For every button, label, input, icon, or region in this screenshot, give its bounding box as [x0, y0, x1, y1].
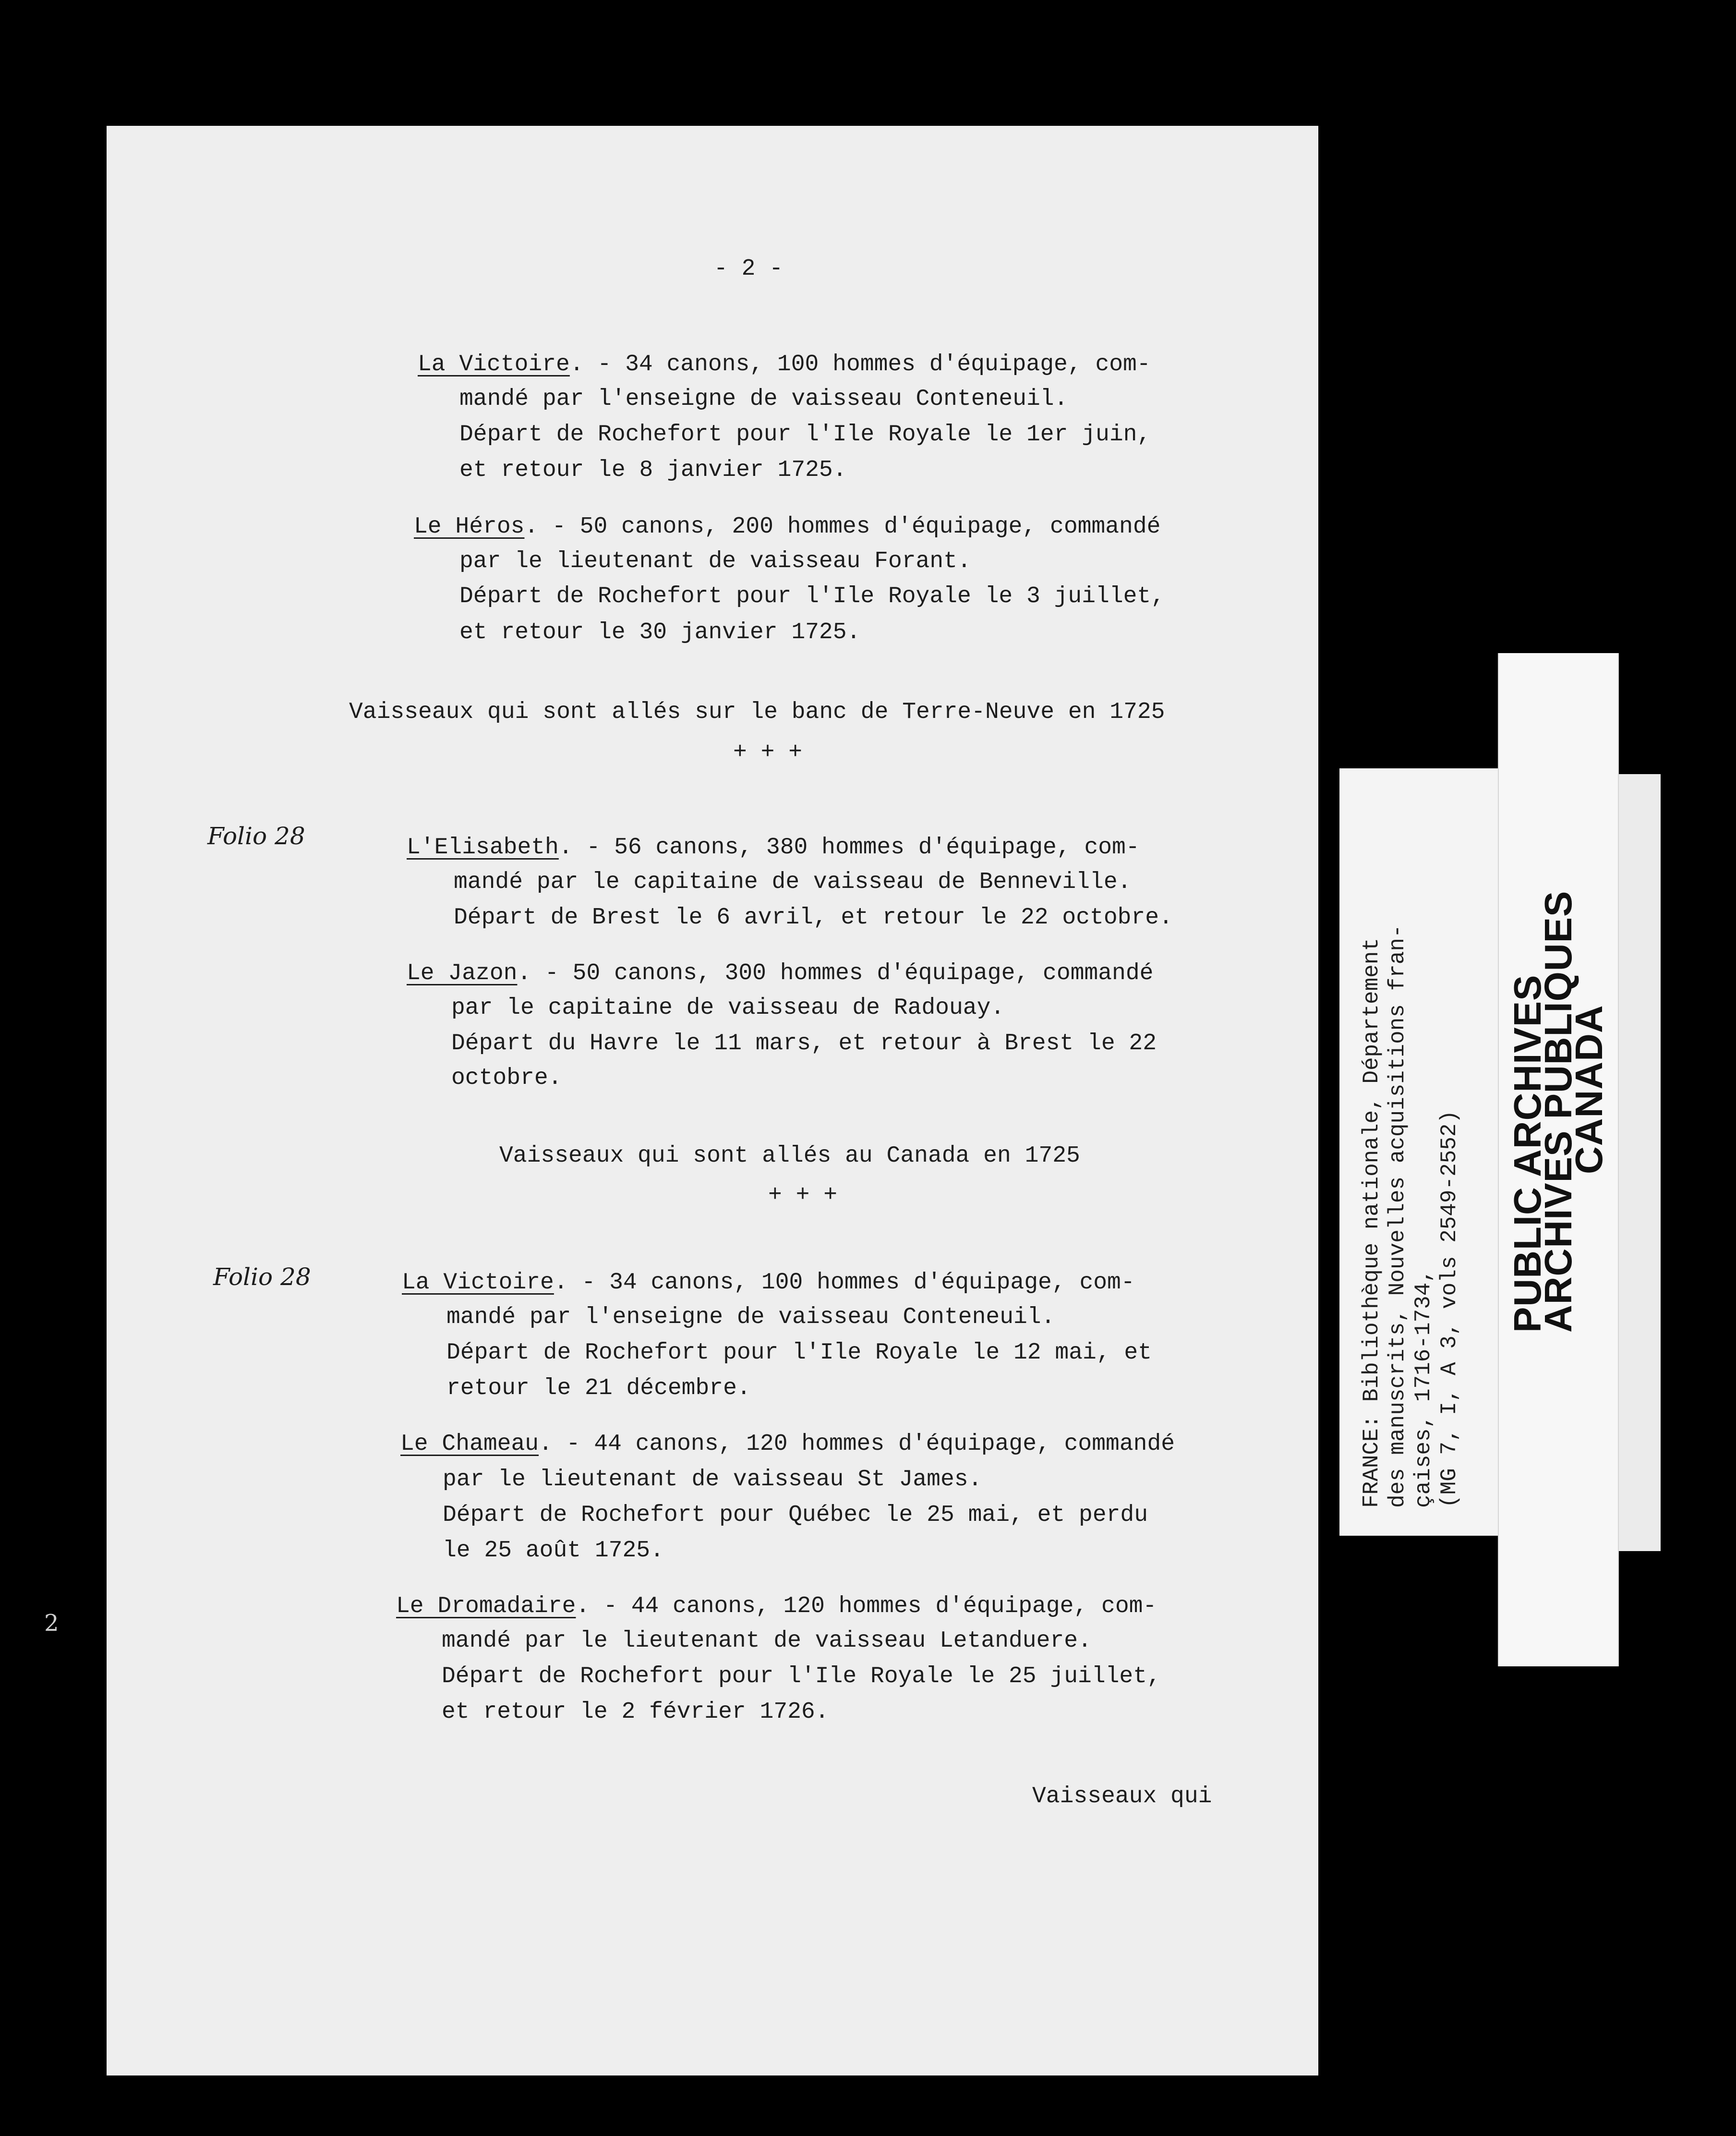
catchword: Vaisseaux qui [1032, 1784, 1212, 1809]
entry-line: Départ de Brest le 6 avril, et retour le 22 octobre. [454, 905, 1173, 931]
entry-line: par le lieutenant de vaisseau Forant. [459, 548, 971, 574]
entry-line: Départ de Rochefort pour l'Ile Royale le 1er juin, [459, 422, 1151, 448]
archive-stamp-strip [1498, 653, 1619, 1666]
ship-name: Le Chameau [400, 1431, 539, 1457]
entry-line: mandé par le capitaine de vaisseau de Benneville. [454, 869, 1132, 895]
section-heading: Vaisseaux qui sont allés sur le banc de Terre-Neuve en 1725 [349, 699, 1165, 725]
ship-name: Le Héros [414, 514, 525, 540]
entry-line: Départ de Rochefort pour l'Ile Royale le 3 juillet, [459, 583, 1165, 609]
entry-line: par le lieutenant de vaisseau St James. [443, 1467, 982, 1493]
folio-note: Folio 28 [213, 1263, 311, 1291]
margin-mark: 2 [44, 1610, 59, 1637]
ship-name: Le Jazon [407, 960, 518, 986]
entry-line: octobre. [451, 1065, 562, 1091]
entry-line: retour le 21 décembre. [446, 1375, 751, 1401]
ornament: + + + [768, 1182, 838, 1208]
entry-line: La Victoire. - 34 canons, 100 hommes d'équipage, com- [418, 352, 1151, 377]
entry-line: mandé par l'enseigne de vaisseau Conteneuil. [459, 386, 1068, 412]
entry-line: Le Jazon. - 50 canons, 300 hommes d'équipage, commandé [407, 960, 1154, 986]
entry-line: et retour le 2 février 1726. [442, 1699, 829, 1725]
entry-line: et retour le 8 janvier 1725. [459, 457, 847, 483]
entry-line: L'Elisabeth. - 56 canons, 380 hommes d'équipage, com- [407, 835, 1140, 861]
entry-line: Le Chameau. - 44 canons, 120 hommes d'équipage, commandé [400, 1431, 1175, 1457]
entry-line: Le Héros. - 50 canons, 200 hommes d'équipage, commandé [414, 514, 1161, 540]
source-label-text: FRANCE: Bibliothèque nationale, Département des manuscrits, Nouvelles acquisitions fran- çaises, 1716-1734, (MG 7, I, A 3, vols 2549-2552) [1359, 924, 1462, 1508]
ship-name: Le Dromadaire [396, 1593, 576, 1619]
entry-line: mandé par l'enseigne de vaisseau Conteneuil. [446, 1304, 1055, 1330]
entry-line: Départ de Rochefort pour Québec le 25 mai, et perdu [443, 1502, 1148, 1528]
source-label [1339, 768, 1517, 1536]
entry-line: le 25 août 1725. [443, 1538, 664, 1564]
page-number: - 2 - [714, 256, 784, 282]
entry-line: et retour le 30 janvier 1725. [459, 619, 861, 645]
folio-note: Folio 28 [207, 822, 305, 850]
entry-line: par le capitaine de vaisseau de Radouay. [451, 995, 1005, 1021]
entry-line: Départ de Rochefort pour l'Ile Royale le 12 mai, et [446, 1340, 1152, 1366]
ship-name: La Victoire [402, 1270, 554, 1296]
archive-stamp: PUBLIC ARCHIVES ARCHIVES PUBLIQUES CANADA [1506, 890, 1610, 1333]
entry-line: La Victoire. - 34 canons, 100 hommes d'équipage, com- [402, 1270, 1135, 1296]
entry-line: mandé par le lieutenant de vaisseau Letanduere. [442, 1628, 1092, 1654]
ship-name: L'Elisabeth [407, 835, 559, 861]
entry-line: Départ du Havre le 11 mars, et retour à Brest le 22 [451, 1031, 1157, 1056]
section-heading: Vaisseaux qui sont allés au Canada en 1725 [499, 1143, 1080, 1169]
entry-line: Départ de Rochefort pour l'Ile Royale le 25 juillet, [442, 1663, 1161, 1689]
entry-line: Le Dromadaire. - 44 canons, 120 hommes d'équipage, com- [396, 1593, 1157, 1619]
document-page [107, 126, 1318, 2075]
ship-name: La Victoire [418, 352, 570, 377]
ornament: + + + [733, 740, 803, 765]
